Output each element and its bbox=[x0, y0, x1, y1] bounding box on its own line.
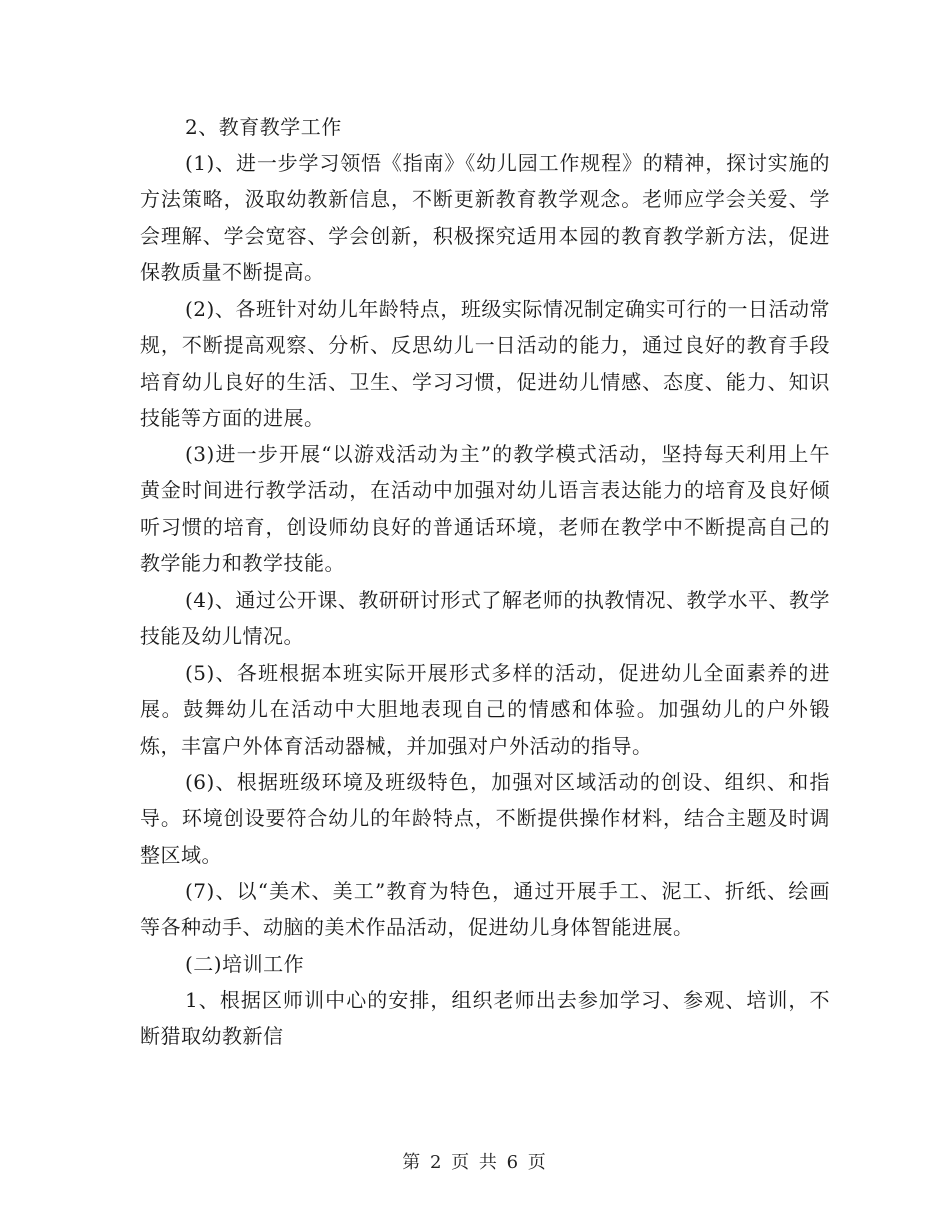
paragraph-5: (5)、各班根据本班实际开展形式多样的活动，促进幼儿全面素养的进展。鼓舞幼儿在活动中大胆地表现自己的情感和体验。加强幼儿的户外锻炼，丰富户外体育活动器械，并加强对户外活动的指导。 bbox=[140, 661, 830, 758]
page-number-footer: 第 2 页 共 6 页 bbox=[402, 1152, 548, 1173]
paragraph-1: (1)、进一步学习领悟《指南》《幼儿园工作规程》的精神，探讨实施的方法策略，汲取幼教新信息，不断更新教育教学观念。老师应学会关爱、学会理解、学会宽容、学会创新，积极探究适用本园的教育教学新方法，促进保教质量不断提高。 bbox=[140, 151, 830, 285]
paragraph-6: (6)、根据班级环境及班级特色，加强对区域活动的创设、组织、和指导。环境创设要符合幼儿的年龄特点，不断提供操作材料，结合主题及时调整区域。 bbox=[140, 770, 830, 867]
paragraph-4: (4)、通过公开课、教研研讨形式了解老师的执教情况、教学水平、教学技能及幼儿情况。 bbox=[140, 588, 830, 649]
paragraph-7: (7)、以“美术、美工”教育为特色，通过开展手工、泥工、折纸、绘画等各种动手、动脑的美术作品活动，促进幼儿身体智能进展。 bbox=[140, 879, 830, 940]
paragraph-8: 1、根据区师训中心的安排，组织老师出去参加学习、参观、培训，不断猎取幼教新信 bbox=[140, 988, 830, 1049]
subsection-heading: (二)培训工作 bbox=[185, 952, 305, 976]
paragraph-3: (3)进一步开展“以游戏活动为主”的教学模式活动，坚持每天利用上午黄金时间进行教学活动，在活动中加强对幼儿语言表达能力的培育及良好倾听习惯的培育，创设师幼良好的普通话环境，老师在教学中不断提高自己的教学能力和教学技能。 bbox=[140, 442, 830, 576]
section-heading: 2、教育教学工作 bbox=[185, 115, 342, 139]
paragraph-2: (2)、各班针对幼儿年龄特点，班级实际情况制定确实可行的一日活动常规，不断提高观察、分析、反思幼儿一日活动的能力，通过良好的教育手段培育幼儿良好的生活、卫生、学习习惯，促进幼儿情感、态度、能力、知识技能等方面的进展。 bbox=[140, 297, 830, 431]
